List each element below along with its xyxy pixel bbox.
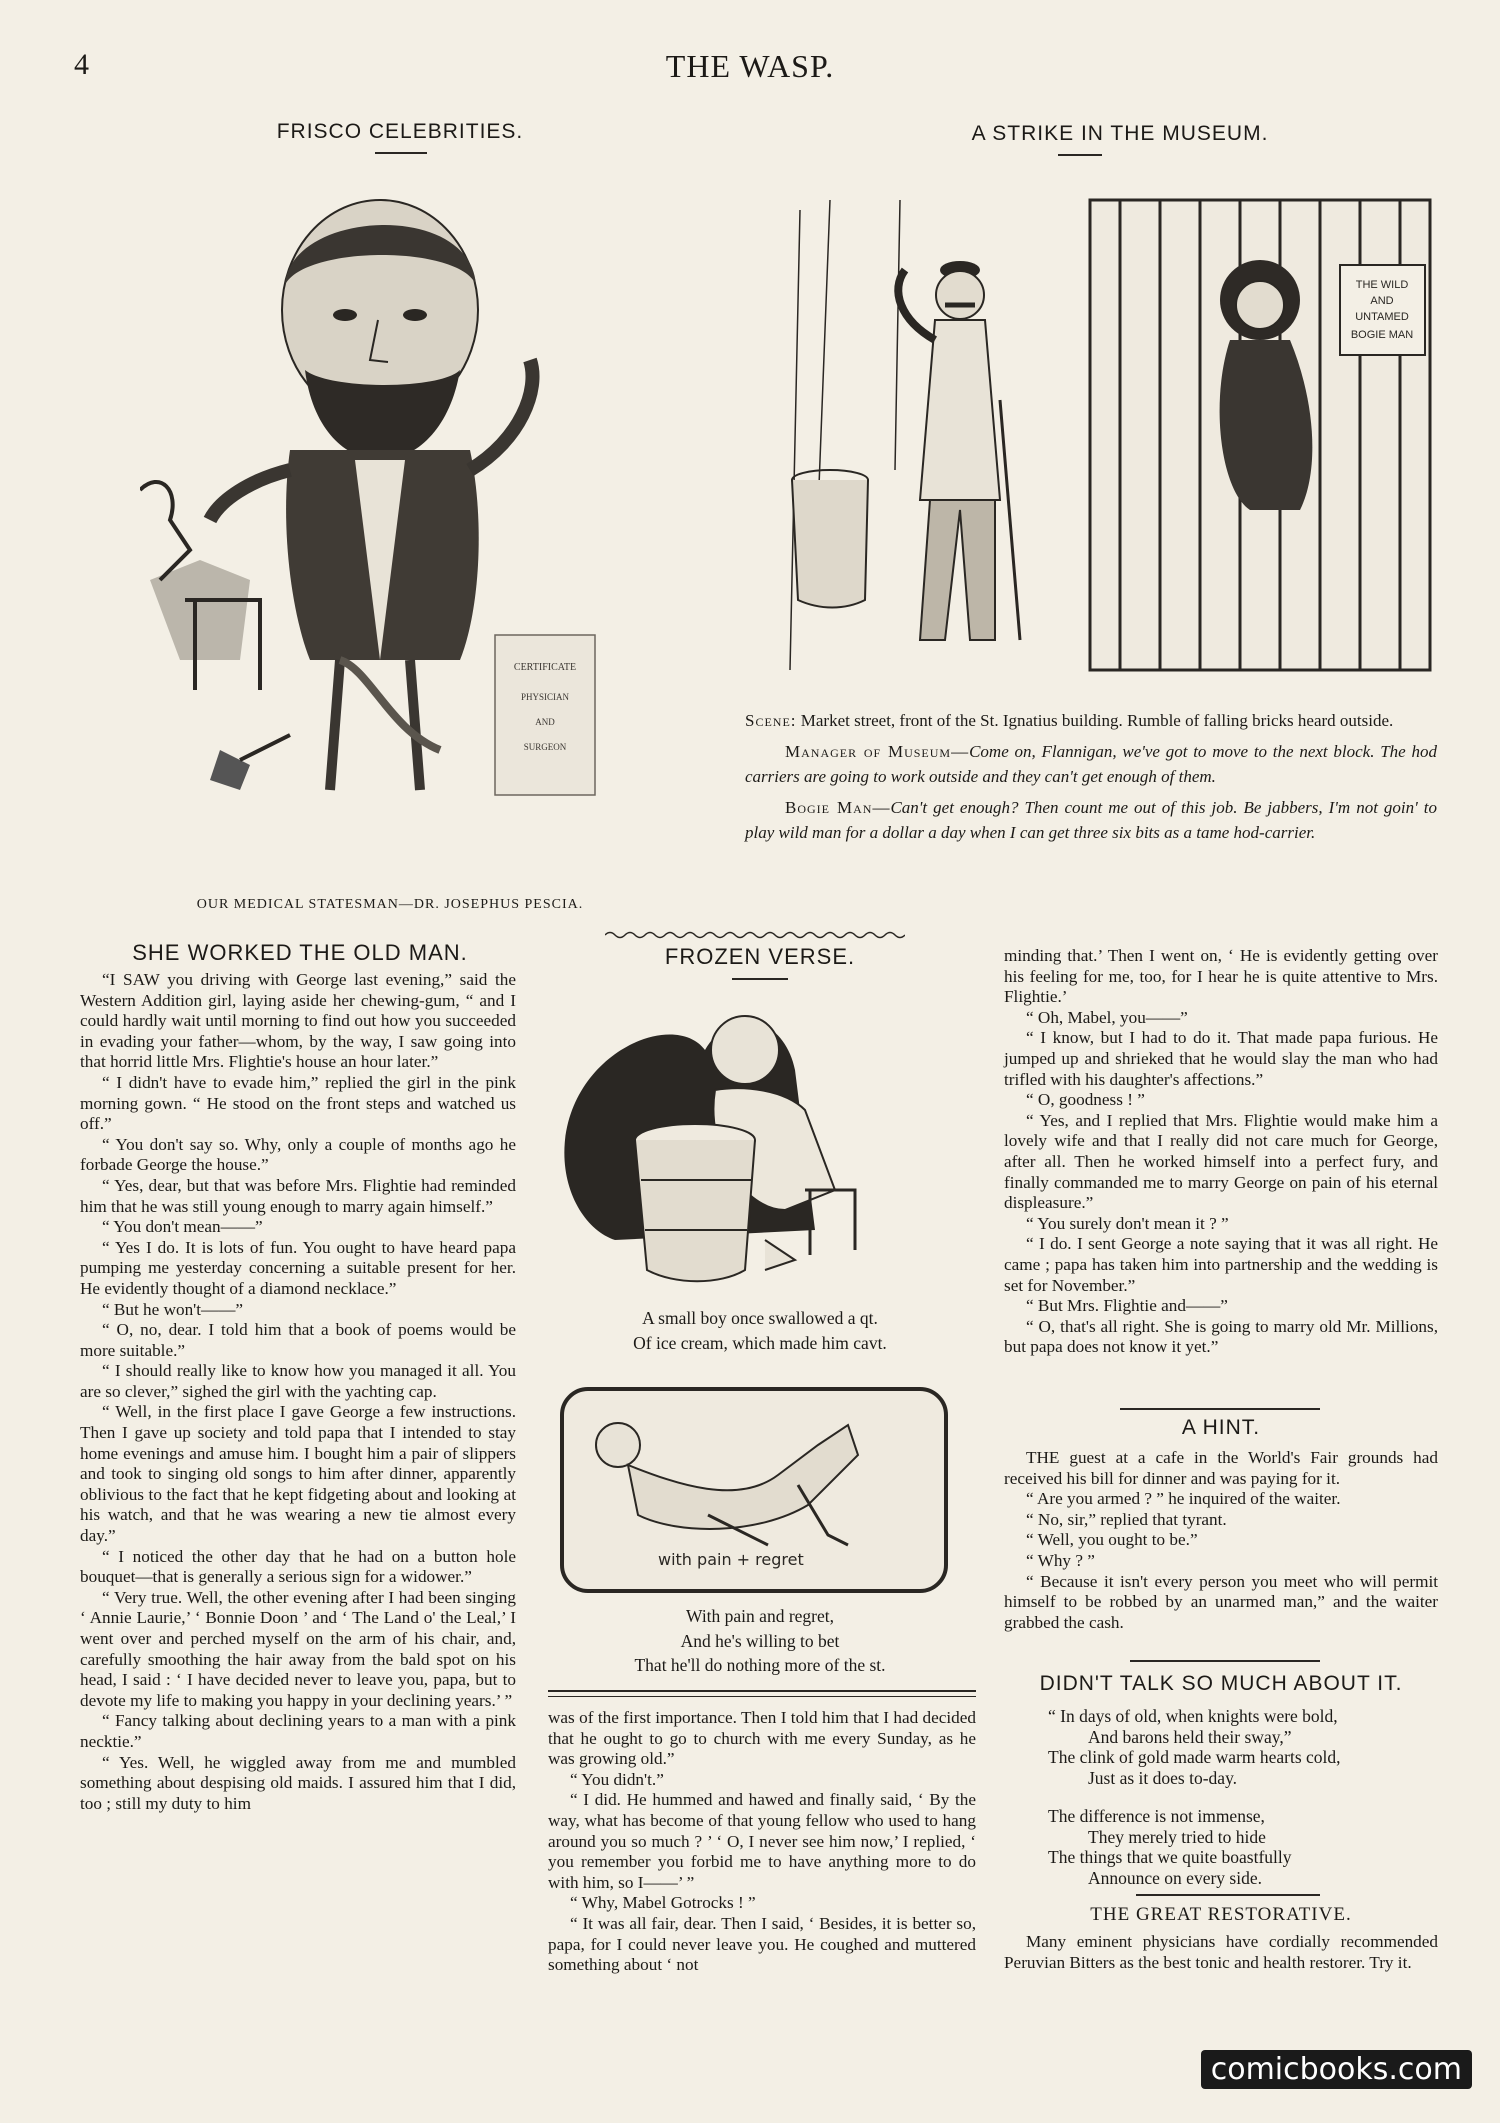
manager-line: Come on, Flannigan, we've got to move to the next block. The hod carriers are going to work outside and they can't get enough of them. (745, 742, 1437, 786)
old-man-column-3 (1004, 946, 1438, 1358)
svg-text:CERTIFICATE: CERTIFICATE (513, 662, 577, 673)
old-man-paragraph: “ You surely don't mean it ? ” (1026, 1213, 1229, 1233)
poem-line: The difference is not immense, (1048, 1806, 1265, 1826)
old-man-paragraph: “ I do. I sent George a note saying that it was all right. He came ; papa has taken him into partnership and the wedding is set for November.” (1004, 1234, 1438, 1295)
pain-regret-panel (558, 1385, 950, 1595)
old-man-paragraph: “ I know, but I had to do it. That made papa furious. He jumped up and shrieked that he would slay the man who had trifled with his daughter's affections.” (1004, 1028, 1438, 1089)
poem-line: And barons held their sway,” (1088, 1726, 1292, 1747)
svg-text:PHYSICIAN: PHYSICIAN (520, 692, 570, 702)
manager-label: Manager of Museum— (785, 742, 970, 761)
hint-paragraph: THE guest at a cafe in the World's Fair grounds had received his bill for dinner and was paying for it. (1004, 1448, 1438, 1488)
old-man-paragraph: “ Yes, dear, but that was before Mrs. Flightie had reminded him that he was still young enough to marry again himself.” (80, 1175, 516, 1216)
frozen-title-rule (732, 978, 788, 980)
bogie-label: Bogie Man— (785, 798, 891, 817)
bogie-line: Can't get enough? Then count me out of this job. Be jabbers, I'm not goin' to play wild man for a dollar a day when I can get three six bits as a tame hod-carrier. (745, 798, 1437, 842)
verse-line: With pain and regret, (686, 1606, 834, 1626)
frisco-caption: OUR MEDICAL STATESMAN—DR. JOSEPHUS PESCIA. (196, 897, 584, 912)
old-man-paragraph: “ O, that's all right. She is going to marry old Mr. Millions, but papa does not know it yet.” (1004, 1316, 1438, 1357)
old-man-paragraph: minding that.’ Then I went on, ‘ He is evidently getting over his feeling for me, too, for I hear he is quite attentive to Mrs. Flightie.’ (1004, 946, 1438, 1007)
poem-line: “ In days of old, when knights were bold, (1048, 1706, 1338, 1726)
hint-paragraph: “ Because it isn't every person you meet who will permit himself to be robbed by an unarmed man,” and the waiter grabbed the cash. (1004, 1571, 1438, 1632)
old-man-paragraph: “ But he won't——” (102, 1299, 244, 1319)
poem-line: Announce on every side. (1088, 1867, 1262, 1888)
old-man-paragraph: “ You didn't.” (570, 1769, 664, 1789)
scene-description: Market street, front of the St. Ignatius building. Rumble of falling bricks heard outside. (800, 711, 1394, 730)
restorative-text (1004, 1932, 1438, 1973)
restorative-paragraph: Many eminent physicians have cordially recommended Peruvian Bitters as the best tonic and health restorer. Try it. (1004, 1932, 1438, 1972)
svg-text:THE WILD: THE WILD (1355, 279, 1409, 291)
museum-cartoon (770, 170, 1450, 700)
old-man-title: SHE WORKED THE OLD MAN. (132, 940, 468, 965)
ice-cream-boy-illustration (555, 990, 955, 1290)
frozen-verse-1 (548, 1306, 972, 1355)
svg-text:BOGIE MAN: BOGIE MAN (1350, 329, 1414, 341)
old-man-paragraph: “ Very true. Well, the other evening after I had been singing ‘ Annie Laurie,’ ‘ Bonnie Doon ’ and ‘ The Land o' the Leal,’ I went over and perched myself on the arm of his chair, and, carefully smoothing the hair away from the bald spot on his head, I said : ‘ I have decided never to leave you, papa, but to devote my life to making you happy in your declining years.’ ” (80, 1587, 516, 1710)
hint-paragraph: “ Are you armed ? ” he inquired of the waiter. (1026, 1489, 1341, 1509)
svg-text:AND: AND (535, 717, 555, 727)
old-man-paragraph: “ Yes, and I replied that Mrs. Flightie would make him a lovely wife and that I really did not care much for George, after all. Then he worked himself into a perfect fury, and finally commanded me to marry George on pain of his eternal displeasure.” (1004, 1110, 1438, 1213)
restorative-top-rule (1136, 1894, 1320, 1896)
caricature-illustration (140, 190, 620, 830)
old-man-paragraph: “ You don't mean——” (102, 1217, 263, 1237)
old-man-paragraph: “ Yes I do. It is lots of fun. You ought to have heard papa pumping me yesterday concerning a suitable present for her. He evidently thought of a diamond necklace.” (80, 1237, 516, 1298)
verse-line: Of ice cream, which made him cavt. (633, 1332, 887, 1353)
old-man-paragraph: was of the first importance. Then I told him that I had decided that he ought to go to church with me every Sunday, as he was growing old.” (548, 1708, 976, 1769)
didnt-talk-poem (1048, 1706, 1428, 1888)
old-man-paragraph: “ It was all fair, dear. Then I said, ‘ Besides, it is better so, papa, for I could never leave you. He coughed and muttered something about ‘ not (548, 1913, 976, 1975)
frozen-title: FROZEN VERSE. (664, 944, 856, 969)
hint-paragraph: “ No, sir,” replied that tyrant. (1026, 1509, 1227, 1529)
old-man-paragraph: “ Yes. Well, he wiggled away from me and mumbled something about despising old maids. I assured him that I did, too ; still my duty to him (80, 1752, 516, 1813)
hint-text (1004, 1448, 1438, 1633)
column-2-rule (548, 1690, 976, 1692)
old-man-paragraph: “ O, no, dear. I told him that a book of poems would be more suitable.” (80, 1320, 516, 1360)
scene-label: Scene: (745, 711, 797, 730)
svg-text:AND: AND (1370, 295, 1394, 307)
wavy-divider (605, 930, 905, 940)
hint-top-rule (1120, 1408, 1320, 1410)
old-man-paragraph: “ Fancy talking about declining years to a man with a pink necktie.” (80, 1711, 516, 1751)
frisco-title-rule (375, 152, 427, 154)
verse-line: A small boy once swallowed a qt. (642, 1308, 878, 1328)
old-man-paragraph: “ You don't say so. Why, only a couple of months ago he forbade George the house.” (80, 1134, 516, 1175)
old-man-column-1 (80, 970, 516, 1814)
svg-text:SURGEON: SURGEON (523, 742, 567, 752)
old-man-paragraph: “ Oh, Mabel, you——” (1026, 1007, 1188, 1027)
old-man-paragraph: “ Why, Mabel Gotrocks ! ” (570, 1893, 756, 1913)
watermark-logo: comicbooks.com (1201, 2050, 1472, 2089)
poem-line: They merely tried to hide (1088, 1826, 1266, 1847)
masthead: THE WASP. (665, 48, 835, 84)
panel-caption: with pain + regret (658, 1550, 804, 1569)
poem-line: The things that we quite boastfully (1048, 1847, 1292, 1867)
page-number: 4 (74, 48, 89, 81)
didnt-talk-title: DIDN'T TALK SO MUCH ABOUT IT. (1039, 1672, 1403, 1695)
strike-title-rule (1058, 154, 1102, 156)
poem-line: Just as it does to-day. (1088, 1767, 1238, 1788)
poem-line: The clink of gold made warm hearts cold, (1048, 1747, 1341, 1767)
old-man-paragraph: “ Well, in the first place I gave George a few instructions. Then I gave up society and told papa that I intended to stay home evenings and amuse him. I bought him a pair of slippers and took to singing old songs to him after dinner, apparently oblivious to the fact that he kept fidgeting about and looking at his watch, and that he was wearing a new tie almost every day.” (80, 1402, 516, 1546)
old-man-paragraph: “ I noticed the other day that he had on a button hole bouquet—that is generally a serious sign for a widower.” (80, 1546, 516, 1587)
column-2-rule-thin (548, 1696, 976, 1697)
hint-title: A HINT. (1181, 1416, 1261, 1439)
old-man-paragraph: “ I should really like to know how you managed it all. You are so clever,” sighed the girl with the yachting cap. (80, 1361, 516, 1401)
old-man-paragraph: “ O, goodness ! ” (1026, 1090, 1145, 1110)
strike-scene-text (745, 708, 1437, 851)
didnt-talk-top-rule (1130, 1660, 1320, 1662)
strike-title: A STRIKE IN THE MUSEUM. (971, 122, 1269, 145)
old-man-paragraph: “ I did. He hummed and hawed and finally said, ‘ By the way, what has become of that young fellow who used to hang around you so much ? ’ ‘ O, I never see him now,’ I replied, ‘ you remember you forbid me to have anything more to do with him, so I——’ ” (548, 1790, 976, 1892)
old-man-paragraph: “ But Mrs. Flightie and——” (1026, 1296, 1228, 1316)
old-man-column-2 (548, 1708, 976, 1976)
hint-paragraph: “ Well, you ought to be.” (1026, 1530, 1198, 1550)
old-man-paragraph: “ I didn't have to evade him,” replied the girl in the pink morning gown. “ He stood on the front steps and watched us off.” (80, 1072, 516, 1134)
frisco-title: FRISCO CELEBRITIES. (276, 120, 524, 143)
svg-text:UNTAMED: UNTAMED (1355, 311, 1409, 323)
verse-line: And he's willing to bet (680, 1630, 840, 1651)
hint-paragraph: “ Why ? ” (1026, 1550, 1095, 1570)
restorative-title: THE GREAT RESTORATIVE. (1090, 1904, 1352, 1925)
verse-line: That he'll do nothing more of the st. (634, 1655, 886, 1675)
frozen-verse-2 (548, 1604, 972, 1678)
old-man-paragraph: “I SAW you driving with George last evening,” said the Western Addition girl, laying aside her chewing-gum, “ and I could hardly wait until morning to find out how you succeeded in evading your father—whom, by the way, I saw going into that horrid little Mrs. Flightie's house an hour later.” (80, 970, 516, 1072)
